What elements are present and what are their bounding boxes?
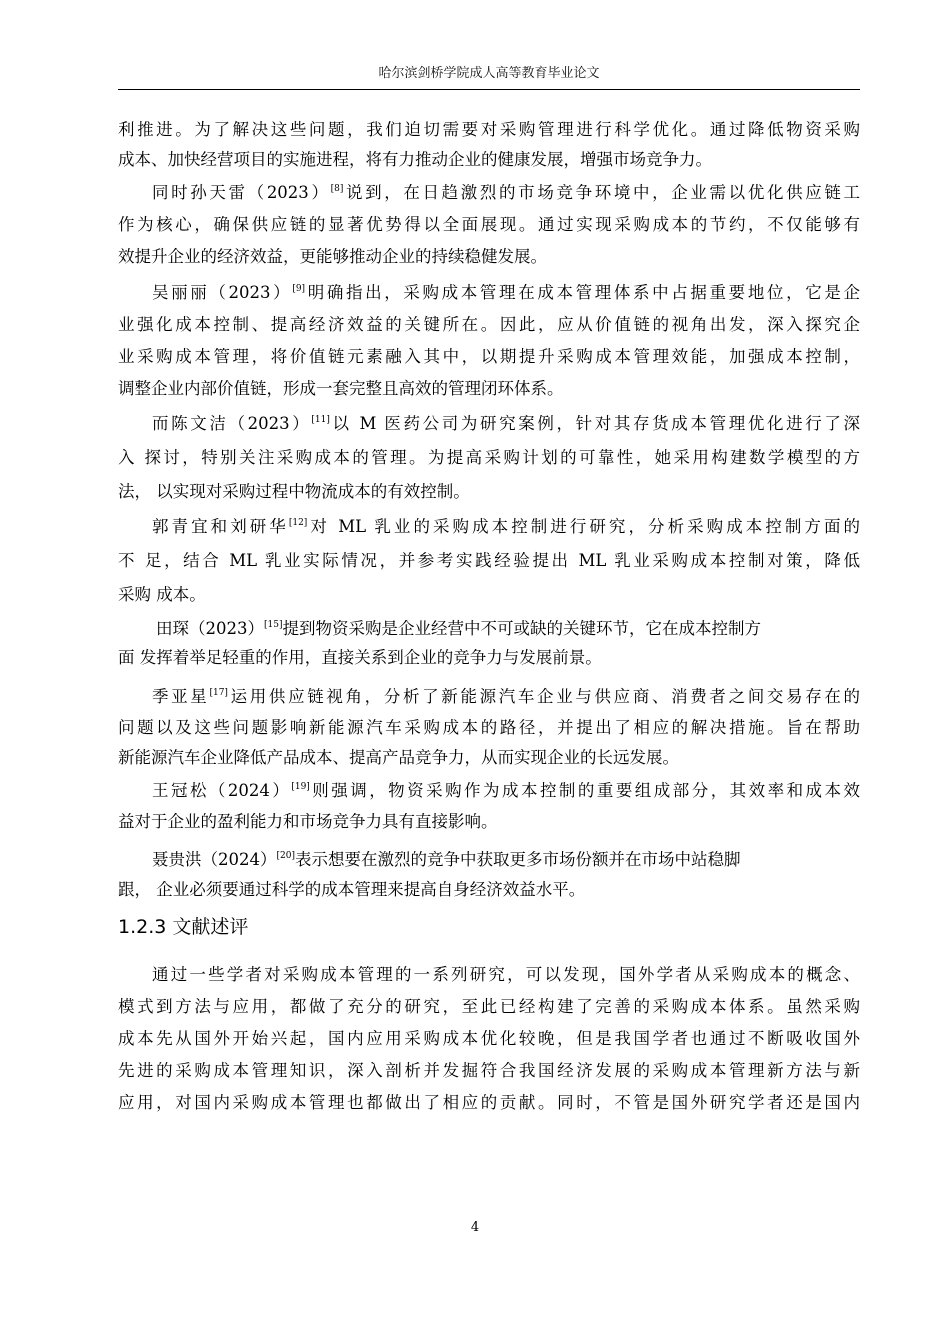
cite-text: 则强调，物资采购作为成本控制的重要组成部分，其效率和成本效 [309,781,860,800]
body-line: 作为核心，确保供应链的显著优势得以全面展现。通过实现采购成本的节约，不仅能够有 [118,215,860,234]
cite-text: 提到物资采购是企业经营中不可或缺的关键环节，它在成本控制方 [282,619,761,638]
citation-ref: [11] [311,415,330,425]
body-line [152,181,860,205]
cite-text: 明确指出，采购成本管理在成本管理体系中占据重要地位，它是企 [305,283,860,302]
body-line: 成本先从国外开始兴起，国内应用采购成本优化较晚，但是我国学者也通过不断吸收国外 [118,1029,860,1048]
body-line: 采购 成本。 [118,585,206,604]
header-rule [118,89,860,90]
body-line [152,412,860,436]
body-line [152,779,860,803]
body-line [156,617,846,641]
cite-author: 而陈文洁（2023） [152,414,312,433]
body-line: 跟， 企业必须要通过科学的成本管理来提高自身经济效益水平。 [118,880,586,899]
body-line: 应用，对国内采购成本管理也都做出了相应的贡献。同时，不管是国外研究学者还是国内 [118,1093,860,1112]
body-line: 通过一些学者对采购成本管理的一系列研究，可以发现，国外学者从采购成本的概念、 [152,965,860,984]
body-line: 效提升企业的经济效益，更能够推动企业的持续稳健发展。 [118,247,547,266]
body-line: 业采购成本管理，将价值链元素融入其中，以期提升采购成本管理效能，加强成本控制， [118,347,860,366]
cite-author: 田琛（2023） [156,619,264,638]
body-line: 益对于企业的盈利能力和市场竞争力具有直接影响。 [118,812,498,831]
citation-ref: [20] [276,851,295,861]
cite-text: 以 M 医药公司为研究案例，针对其存货成本管理优化进行了深 [329,414,860,433]
page-header: 哈尔滨剑桥学院成人高等教育毕业论文 [378,66,600,81]
body-line: 不 足，结合 ML 乳业实际情况，并参考实践经验提出 ML 乳业采购成本控制对策，降低 [118,551,860,570]
cite-author: 吴丽丽（2023） [152,283,293,302]
cite-text: 对 ML 乳业的采购成本控制进行研究，分析采购成本控制方面的 [307,517,860,536]
cite-author: 郭青宜和刘研华 [152,517,289,536]
citation-ref: [19] [291,782,310,792]
citation-ref: [12] [288,518,308,528]
citation-ref: [9] [292,284,306,294]
body-line [152,848,842,872]
body-line: 面 发挥着举足轻重的作用，直接关系到企业的竞争力与发展前景。 [118,648,602,667]
citation-ref: [15] [264,620,283,630]
body-line: 入 探讨，特别关注采购成本的管理。为提高采购计划的可靠性，她采用构建数学模型的方 [118,448,860,467]
citation-ref: [17] [209,688,228,698]
cite-text: 说到，在日趋激烈的市场竞争环境中，企业需以优化供应链工 [343,183,860,202]
section-heading: 1.2.3 文献述评 [118,916,249,938]
citation-ref: [8] [330,184,344,194]
cite-author: 季亚星 [152,687,210,706]
body-line: 利推进。为了解决这些问题，我们迫切需要对采购管理进行科学优化。通过降低物资采购 [118,120,860,139]
body-line: 法， 以实现对采购过程中物流成本的有效控制。 [118,482,470,501]
body-line: 业强化成本控制、提高经济效益的关键所在。因此，应从价值链的视角出发，深入探究企 [118,315,860,334]
cite-author: 同时孙天雷（2023） [152,183,331,202]
body-line [152,515,860,539]
body-line: 新能源汽车企业降低产品成本、提高产品竞争力，从而实现企业的长远发展。 [118,748,679,767]
body-line: 调整企业内部价值链，形成一套完整且高效的管理闭环体系。 [118,379,564,398]
body-line: 问题以及这些问题影响新能源汽车采购成本的路径，并提出了相应的解决措施。旨在帮助 [118,718,860,737]
page-number: 4 [470,1220,480,1235]
cite-author: 聂贵洪（2024） [152,850,277,869]
cite-author: 王冠松（2024） [152,781,292,800]
body-line: 先进的采购成本管理知识，深入剖析并发掘符合我国经济发展的采购成本管理新方法与新 [118,1061,860,1080]
cite-text: 运用供应链视角，分析了新能源汽车企业与供应商、消费者之间交易存在的 [227,687,860,706]
body-line: 成本、加快经营项目的实施进程，将有力推动企业的健康发展，增强市场竞争力。 [118,150,712,169]
cite-text: 表示想要在激烈的竞争中获取更多市场份额并在市场中站稳脚 [294,850,741,869]
body-line [152,281,860,305]
body-line [152,685,860,709]
body-line: 模式到方法与应用，都做了充分的研究，至此已经构建了完善的采购成本体系。虽然采购 [118,997,860,1016]
